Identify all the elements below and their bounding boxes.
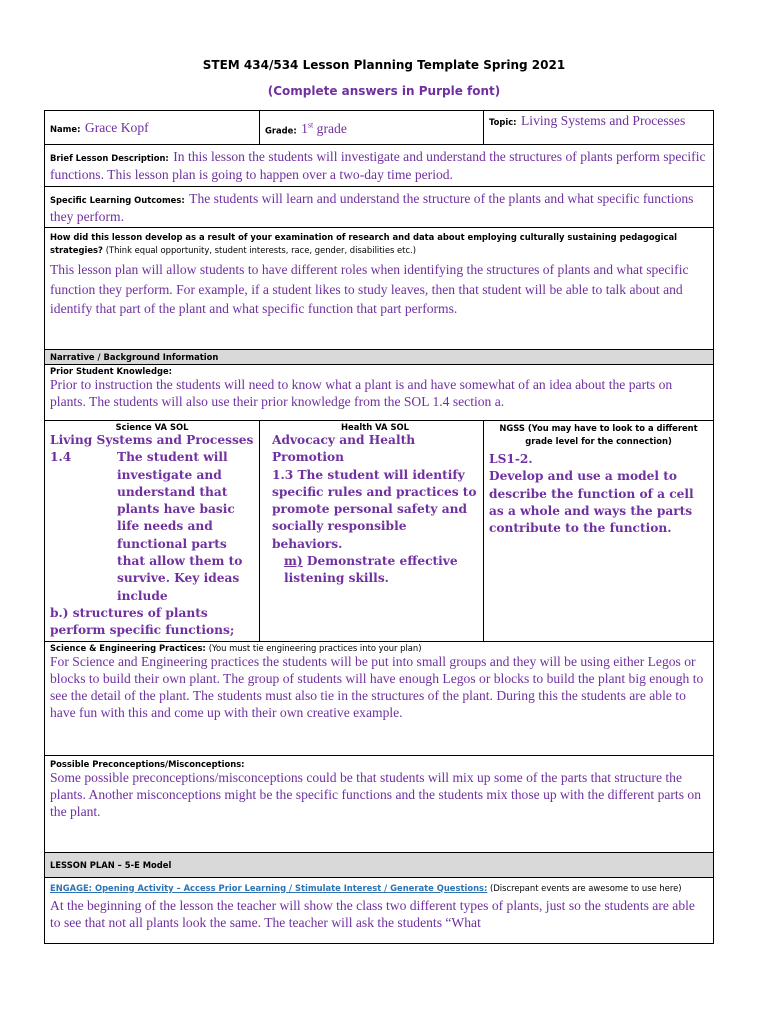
standards-row bbox=[45, 421, 714, 642]
grade-value bbox=[301, 121, 347, 136]
health-sol-label: Health VA SOL bbox=[341, 422, 409, 432]
practices-question bbox=[50, 643, 708, 653]
health-text: 1.3 The student will identify specific rules and practices to promote personal safety and socially responsible behaviors. bbox=[272, 467, 477, 551]
narrative-row bbox=[45, 350, 714, 365]
culture-text: This lesson plan will allow students to have different roles when identifying the structures of plants and what specific function they perform. For example, if a student likes to study leaves, then that student will be able to talk about and identify that part of the plant and what specific function that part performs. bbox=[50, 262, 689, 316]
narrative-header: Narrative / Background Information bbox=[45, 350, 714, 365]
grade-number: 1 bbox=[301, 121, 308, 137]
science-text: The student will investigate and understand that plants have basic life needs and functional parts that allow them to survive. Key ideas include bbox=[117, 450, 243, 603]
science-standard bbox=[50, 449, 254, 605]
topic-value: Living Systems and Processes bbox=[521, 113, 686, 128]
culture-row bbox=[45, 228, 714, 350]
misconceptions-row bbox=[45, 755, 714, 852]
health-item-text: Demonstrate effective listening skills. bbox=[284, 554, 458, 586]
name-label: Name: bbox=[50, 123, 81, 134]
brief-label: Brief Lesson Description: bbox=[50, 153, 169, 163]
health-item-marker: m) bbox=[284, 554, 303, 569]
brief-text: In this lesson the students will investigate and understand the structures of plants perform specific functions. This lesson plan is going to happen over a two-day time period. bbox=[50, 149, 706, 182]
engage-note: (Discrepant events are awesome to use here) bbox=[487, 882, 682, 893]
topic-label: Topic: bbox=[489, 117, 517, 127]
ngss-text: Develop and use a model to describe the function of a cell as a whole and ways the parts contribute to the function. bbox=[489, 469, 694, 536]
practices-row bbox=[45, 641, 714, 755]
name-value: Grace Kopf bbox=[84, 119, 149, 135]
engage-cell bbox=[45, 877, 714, 943]
document-title: STEM 434/534 Lesson Planning Template Spring 2021 bbox=[202, 58, 566, 72]
outcomes-text: The students will learn and understand the structure of the plants and what specific functions they perform. bbox=[50, 191, 694, 224]
practices-text: For Science and Engineering practices the students will be put into small groups and they will be using either Legos or blocks to build their own plant. The group of students will have enough Legos or blocks to build the plant big enough to see the detail of the plant. The students must also tie in the structures of the plant. During this the students are able to have fun with this and come up with their own creative example. bbox=[50, 653, 704, 720]
health-item bbox=[272, 553, 478, 588]
engage-heading bbox=[50, 881, 708, 895]
document-subtitle: (Complete answers in Purple font) bbox=[267, 84, 501, 98]
outcomes-label: Specific Learning Outcomes: bbox=[50, 195, 185, 205]
brief-cell bbox=[45, 145, 714, 187]
prior-cell bbox=[45, 365, 714, 421]
name-cell bbox=[45, 111, 260, 145]
info-row bbox=[45, 111, 714, 145]
culture-note: (Think equal opportunity, student interests, race, gender, disabilities etc.) bbox=[105, 245, 416, 255]
prior-row bbox=[45, 365, 714, 421]
misconceptions-label: Possible Preconceptions/Misconceptions: bbox=[50, 758, 245, 769]
outcomes-cell bbox=[45, 187, 714, 228]
science-heading: Living Systems and Processes bbox=[50, 433, 254, 447]
grade-superscript: st bbox=[307, 120, 314, 130]
health-heading: Advocacy and Health Promotion bbox=[272, 433, 416, 465]
practices-label: Science & Engineering Practices: bbox=[50, 642, 206, 653]
prior-text: Prior to instruction the students will need to know what a plant is and have somewhat of an idea about the parts on plants. The students will also use their prior knowledge from the SOL 1.4 section a. bbox=[50, 377, 673, 409]
lesson-plan-table bbox=[44, 110, 714, 944]
ngss-cell bbox=[484, 421, 714, 642]
ngss-label: NGSS (You may have to look to a different grade level for the connection) bbox=[499, 423, 698, 446]
grade-label: Grade: bbox=[265, 125, 297, 136]
health-sol-cell bbox=[260, 421, 484, 642]
culture-question bbox=[50, 231, 708, 257]
practices-cell bbox=[45, 641, 714, 755]
lesson-header: LESSON PLAN – 5-E Model bbox=[45, 852, 714, 877]
misconceptions-cell bbox=[45, 755, 714, 852]
culture-cell bbox=[45, 228, 714, 350]
science-sol-label: Science VA SOL bbox=[115, 422, 189, 432]
grade-cell bbox=[260, 111, 484, 145]
science-item: b.) structures of plants perform specific functions; bbox=[50, 605, 235, 638]
lesson-row bbox=[45, 852, 714, 877]
topic-cell bbox=[484, 111, 714, 145]
ngss-code: LS1-2. bbox=[489, 452, 533, 466]
misconceptions-text: Some possible preconceptions/misconceptions could be that students will mix up some of the parts that structure the plants. Another misconceptions might be the specific functions and the students mix those up with the different parts on the plant. bbox=[50, 769, 701, 819]
practices-note: (You must tie engineering practices into your plan) bbox=[208, 642, 422, 653]
science-sol-cell bbox=[45, 421, 260, 642]
engage-text: At the beginning of the lesson the teacher will show the class two different types of plants, just so the students are able to see that not all plants look the same. The teacher will ask the students “What bbox=[50, 897, 695, 930]
grade-suffix: grade bbox=[313, 121, 347, 137]
engage-link[interactable]: ENGAGE: Opening Activity – Access Prior Learning / Stimulate Interest / Generate Questions: bbox=[50, 882, 488, 893]
outcomes-row bbox=[45, 187, 714, 228]
brief-row bbox=[45, 145, 714, 187]
engage-row bbox=[45, 877, 714, 943]
science-number: 1.4 bbox=[50, 450, 72, 465]
culture-label: How did this lesson develop as a result of your examination of research and data about employing culturally sustaining pedagogical strategies? bbox=[50, 232, 677, 255]
prior-label: Prior Student Knowledge: bbox=[50, 366, 173, 376]
